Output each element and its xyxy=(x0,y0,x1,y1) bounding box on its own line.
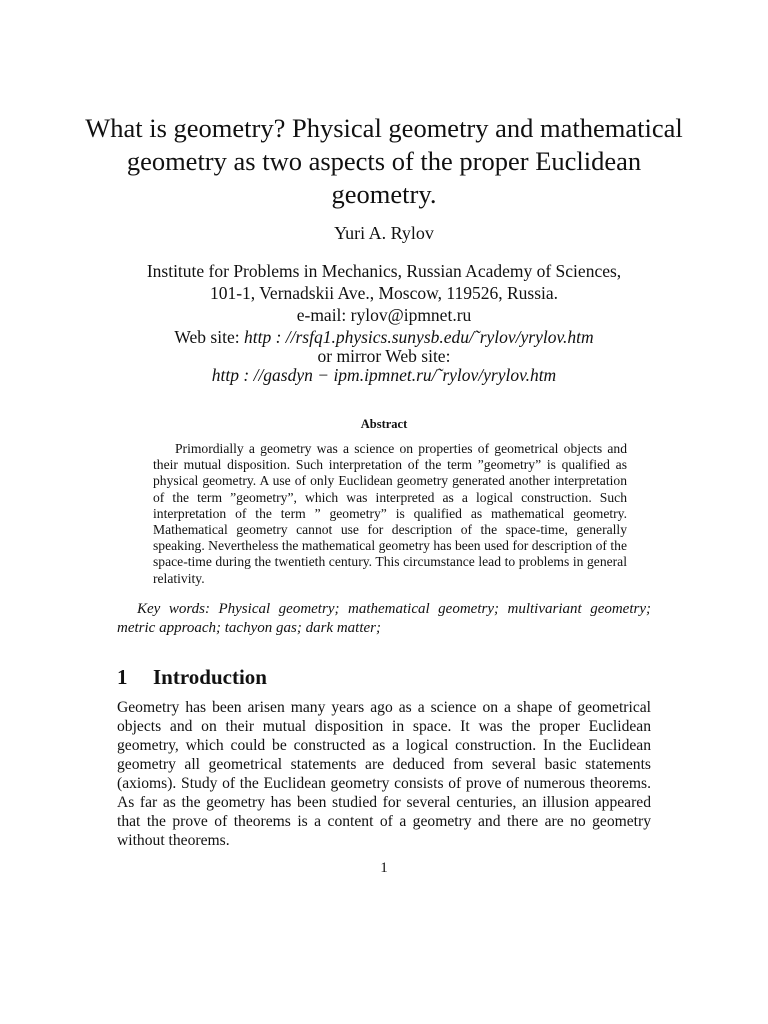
address-line: 101-1, Vernadskii Ave., Moscow, 119526, Russia. xyxy=(209,283,559,303)
paper-title: What is geometry? Physical geometry and mathematical geometry as two aspects of the proper Euclidean geometry. xyxy=(85,113,683,209)
section-heading xyxy=(117,664,267,690)
institute-line: Institute for Problems in Mechanics, Russian Academy of Sciences, xyxy=(146,261,622,281)
email-line: e-mail: rylov@ipmnet.ru xyxy=(296,305,472,325)
body-paragraph: Geometry has been arisen many years ago as a science on a shape of geometrical objects and on their mutual disposition in space. It was the proper Euclidean geometry, which could be constructed as a logical construction. In the Euclidean geometry all geometrical statements are deduced from several basic statements (axioms). Study of the Euclidean geometry consists of prove of numerous theorems. As far as the geometry has been studied for several centuries, an illusion appeared that the prove of theorems is a content of a geometry and there are no geometry without theorems. xyxy=(117,699,651,849)
section-number: 1 xyxy=(117,665,128,689)
mirror-label: or mirror Web site: xyxy=(317,346,451,366)
abstract-text: Primordially a geometry was a science on properties of geometrical objects and their mutual disposition. Such interpretation of the term ”geometry” is qualified as physical geometry. A use of only Euclidean geometry generated another interpretation of the term ”geometry”, which was interpreted as a logical construction. Such interpretation of the term ” geometry” is qualified as mathematical geometry. Mathematical geometry cannot use for description of the space-time, generally speaking. Nevertheless the mathematical geometry has been used for description of the space-time during the twentieth century. This circumstance lead to problems in general relativity. xyxy=(153,441,627,586)
website-label: Web site: xyxy=(174,327,244,347)
author-name: Yuri A. Rylov xyxy=(334,223,434,243)
keywords: Key words: Physical geometry; mathematical geometry; multivariant geometry; metric approach; tachyon gas; dark matter; xyxy=(117,601,651,636)
section-title: Introduction xyxy=(153,665,267,689)
affiliation-block xyxy=(84,260,684,386)
website-url: http : //rsfq1.physics.sunysb.edu/˜rylov/yrylov.htm xyxy=(243,327,594,347)
abstract-heading: Abstract xyxy=(360,417,408,431)
page-number: 1 xyxy=(380,860,388,876)
mirror-url: http : //gasdyn − ipm.ipmnet.ru/˜rylov/yrylov.htm xyxy=(211,365,557,385)
website-line xyxy=(84,326,684,348)
